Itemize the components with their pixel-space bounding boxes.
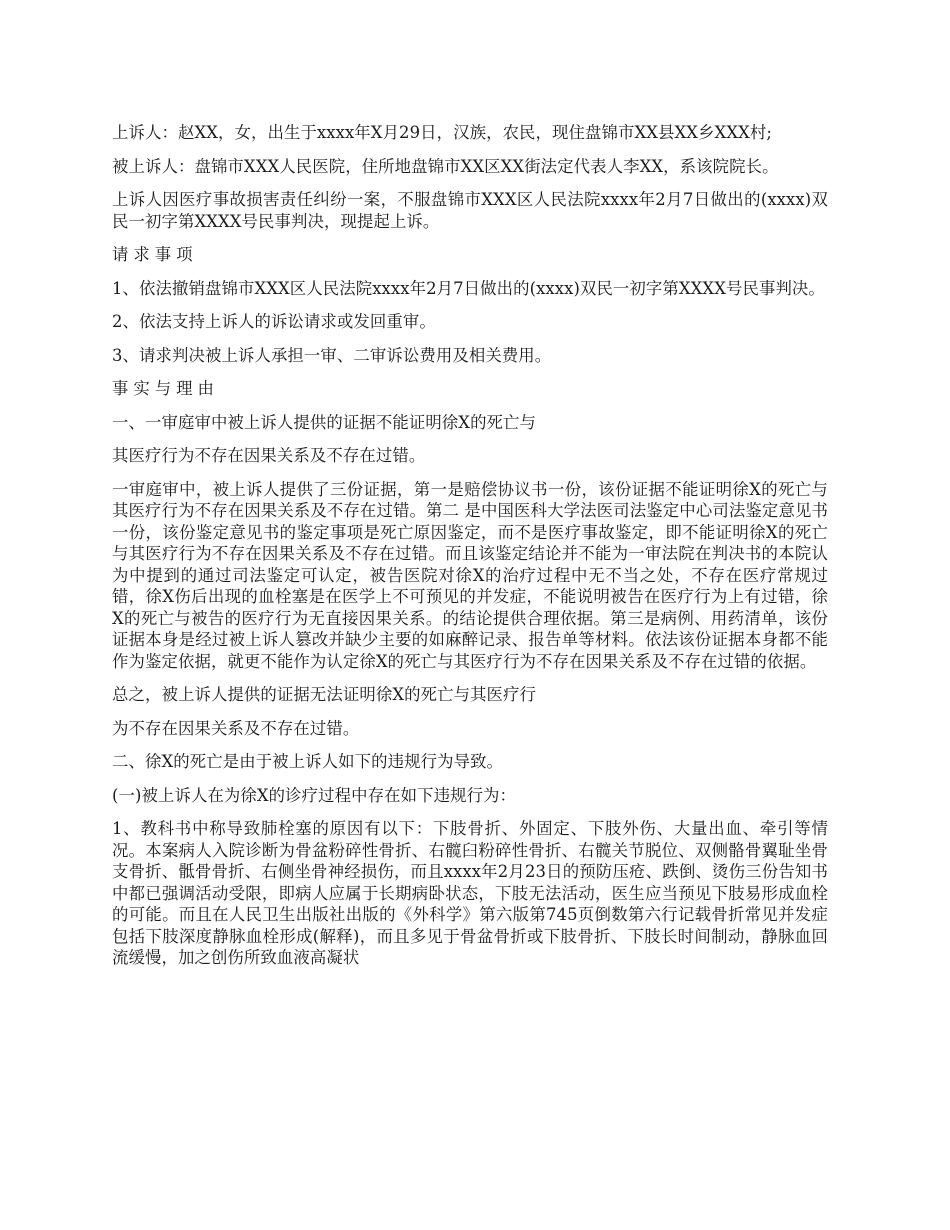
argument-2-item-1: 1、教科书中称导致肺栓塞的原因有以下：下肢骨折、外固定、下肢外伤、大量出血、牵引等情况。本案病人入院诊断为骨盆粉碎性骨折、右髋臼粉碎性骨折、右髋关节脱位、双侧骼骨翼耻坐骨支骨折、骶骨骨折、右侧坐骨神经损伤，而且xxxx年2月23日的预防压疮、跌倒、烫伤三份告知书中都已强调活动受限，即病人应属于长期病卧状态，下肢无法活动，医生应当预见下肢易形成血栓的可能。而且在人民卫生出版社出版的《外科学》第六版第745页倒数第六行记载骨折常见并发症包括下肢深度静脉血栓形成(解释)，而且多见于骨盆骨折或下肢骨折、下肢长时间制动，静脉血回流缓慢，加之创伤所致血液高凝状 [112,819,828,967]
section-heading-requests: 请求事项 [112,245,198,264]
appellee-info: 被上诉人：盘锦市XXX人民医院，住所地盘锦市XX区XX街法定代表人李XX，系该院院长。 [112,156,779,176]
argument-2-title: 二、徐X的死亡是由于被上诉人如下的违规行为导致。 [112,752,504,771]
request-item-2: 2、依法支持上诉人的诉讼请求或发回重审。 [112,312,436,331]
document-page [112,122,828,981]
request-item-1: 1、依法撤销盘锦市XXX区人民法院xxxx年2月7日做出的(xxxx)双民一初字第XXXX号民事判决。 [112,278,825,298]
request-item-3: 3、请求判决被上诉人承担一审、二审诉讼费用及相关费用。 [112,345,552,365]
section-heading-facts: 事实与理由 [112,379,219,398]
summary-line1: 总之，被上诉人提供的证据无法证明徐X的死亡与其医疗行 [112,685,537,704]
argument-1-title-line1: 一、一审庭审中被上诉人提供的证据不能证明徐X的死亡与 [112,412,537,432]
argument-1-body: 一审庭审中，被上诉人提供了三份证据，第一是赔偿协议书一份，该份证据不能证明徐X的死亡与其医疗行为不存在因果关系及不存在过错。第二 是中国医科大学法医司法鉴定中心司法鉴定意见书一份，该份鉴定意见书的鉴定事项是死亡原因鉴定，而不是医疗事故鉴定，即不能证明徐X的死亡与其医疗行为不存在因果关系及不存在过错。而且该鉴定结论并不能为一审法院在判决书的本院认为中提到的通过司法鉴定可认定，被告医院对徐X的治疗过程中无不当之处，不存在医疗常规过错，徐X伤后出现的血栓塞是在医学上不可预见的并发症，不能说明被告在医疗行为上有过错，徐X的死亡与被告的医疗行为无直接因果关系。的结论提供合理依据。第三是病例、用药清单，该份证据本身是经过被上诉人篡改并缺少主要的如麻醉记录、报告单等材料。依法该份证据本身都不能作为鉴定依据，就更不能作为认定徐X的死亡与其医疗行为不存在因果关系及不存在过错的依据。 [112,479,828,671]
summary-line2: 为不存在因果关系及不存在过错。 [112,718,360,738]
argument-2-subsection-1: (一)被上诉人在为徐X的诊疗过程中存在如下违规行为： [112,785,517,805]
case-intro: 上诉人因医疗事故损害责任纠纷一案，不服盘锦市XXX区人民法院xxxx年2月7日做出的(xxxx)双民一初字第XXXX号民事判决，现提起上诉。 [112,190,828,231]
appellant-info: 上诉人：赵XX，女，出生于xxxx年X月29日，汉族，农民，现住盘锦市XX县XX乡XXX村; [112,123,772,142]
argument-1-title-line2: 其医疗行为不存在因果关系及不存在过错。 [112,446,426,465]
